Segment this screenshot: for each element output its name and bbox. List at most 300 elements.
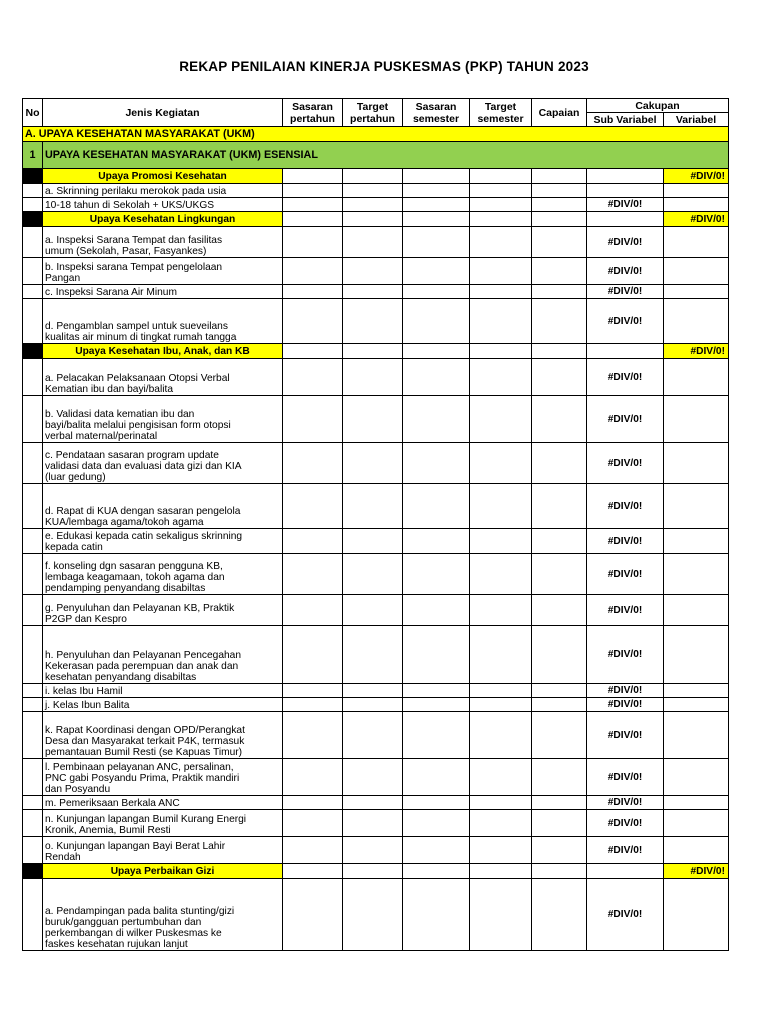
empty-cell bbox=[283, 285, 343, 299]
empty-cell bbox=[283, 626, 343, 684]
empty-cell bbox=[403, 396, 470, 443]
empty-cell bbox=[587, 864, 664, 879]
activity-name bbox=[43, 258, 283, 285]
empty-cell bbox=[532, 626, 587, 684]
activity-name bbox=[43, 554, 283, 595]
sub-variabel-value: #DIV/0! bbox=[587, 554, 664, 595]
empty-cell bbox=[23, 299, 43, 344]
activity-line: PNC gabi Posyandu Prima, Praktik mandiri bbox=[45, 773, 240, 784]
empty-cell bbox=[403, 864, 470, 879]
activity-line: o. Kunjungan lapangan Bayi Berat Lahir bbox=[45, 841, 226, 852]
empty-cell bbox=[283, 810, 343, 837]
empty-cell bbox=[23, 529, 43, 554]
empty-cell bbox=[403, 443, 470, 484]
empty-cell bbox=[23, 285, 43, 299]
empty-cell bbox=[403, 712, 470, 759]
activity-line: P2GP dan Kespro bbox=[45, 614, 127, 625]
empty-cell bbox=[403, 796, 470, 810]
empty-cell bbox=[403, 626, 470, 684]
empty-cell bbox=[470, 810, 532, 837]
empty-cell bbox=[343, 759, 403, 796]
empty-cell bbox=[283, 712, 343, 759]
sub-variabel-value: #DIV/0! bbox=[587, 684, 664, 698]
empty-cell bbox=[587, 169, 664, 184]
sub-variabel-value: #DIV/0! bbox=[587, 712, 664, 759]
activity-name bbox=[43, 837, 283, 864]
empty-cell bbox=[23, 796, 43, 810]
empty-cell bbox=[587, 212, 664, 227]
empty-cell bbox=[23, 595, 43, 626]
activity-line: g. Penyuluhan dan Pelayanan KB, Praktik bbox=[45, 603, 235, 614]
empty-cell bbox=[23, 227, 43, 258]
empty-cell bbox=[343, 169, 403, 184]
activity-row bbox=[23, 759, 729, 796]
empty-cell bbox=[283, 837, 343, 864]
empty-cell bbox=[664, 396, 729, 443]
activity-row bbox=[23, 529, 729, 554]
empty-cell bbox=[532, 712, 587, 759]
sub-variabel-value: #DIV/0! bbox=[587, 198, 664, 212]
header-sub-variabel: Sub Variabel bbox=[587, 113, 664, 127]
activity-row bbox=[23, 258, 729, 285]
empty-cell bbox=[23, 443, 43, 484]
empty-cell bbox=[403, 484, 470, 529]
header-sasaran-pertahun: Sasaran pertahun bbox=[283, 99, 343, 127]
activity-name bbox=[43, 759, 283, 796]
activity-row bbox=[23, 554, 729, 595]
sub-variabel-value: #DIV/0! bbox=[587, 227, 664, 258]
empty-cell bbox=[470, 227, 532, 258]
empty-cell bbox=[664, 198, 729, 212]
empty-cell bbox=[664, 595, 729, 626]
activity-row bbox=[23, 184, 729, 198]
document-title: REKAP PENILAIAN KINERJA PUSKESMAS (PKP) TAHUN 2023 bbox=[179, 59, 589, 74]
activity-row bbox=[23, 359, 729, 396]
empty-cell bbox=[403, 198, 470, 212]
activity-line: perkembangan di wilker Puskesmas ke bbox=[45, 928, 222, 939]
empty-cell bbox=[23, 484, 43, 529]
sub-variabel-value: #DIV/0! bbox=[587, 595, 664, 626]
activity-line: KUA/lembaga agama/tokoh agama bbox=[45, 517, 204, 528]
activity-row bbox=[23, 837, 729, 864]
empty-cell bbox=[664, 529, 729, 554]
empty-cell bbox=[532, 299, 587, 344]
sub-variabel-value: #DIV/0! bbox=[587, 443, 664, 484]
empty-cell bbox=[403, 285, 470, 299]
activity-name bbox=[43, 227, 283, 258]
activity-name bbox=[43, 712, 283, 759]
empty-cell bbox=[470, 258, 532, 285]
activity-line: c. Pendataan sasaran program update bbox=[45, 450, 219, 461]
group-marker bbox=[23, 344, 43, 359]
recap-table bbox=[22, 98, 729, 951]
header-sasaran-semester: Sasaran semester bbox=[403, 99, 470, 127]
empty-cell bbox=[343, 396, 403, 443]
empty-cell bbox=[532, 554, 587, 595]
empty-cell bbox=[470, 359, 532, 396]
empty-cell bbox=[532, 227, 587, 258]
activity-row bbox=[23, 443, 729, 484]
empty-cell bbox=[532, 484, 587, 529]
empty-cell bbox=[664, 227, 729, 258]
activity-name bbox=[43, 285, 283, 299]
empty-cell bbox=[283, 554, 343, 595]
empty-cell bbox=[283, 684, 343, 698]
empty-cell bbox=[587, 344, 664, 359]
empty-cell bbox=[532, 184, 587, 198]
activity-line: kualitas air minum di tingkat rumah tangga bbox=[45, 332, 237, 343]
empty-cell bbox=[664, 684, 729, 698]
sub-variabel-value: #DIV/0! bbox=[587, 484, 664, 529]
empty-cell bbox=[403, 529, 470, 554]
sub-variabel-value: #DIV/0! bbox=[587, 529, 664, 554]
activity-line: Rendah bbox=[45, 852, 81, 863]
empty-cell bbox=[470, 198, 532, 212]
empty-cell bbox=[532, 796, 587, 810]
empty-cell bbox=[403, 258, 470, 285]
activity-line: kesehatan penyandang disabiltas bbox=[45, 672, 197, 683]
empty-cell bbox=[532, 212, 587, 227]
activity-line: b. Inspeksi sarana Tempat pengelolaan bbox=[45, 262, 223, 273]
group-variabel: #DIV/0! bbox=[664, 864, 729, 879]
empty-cell bbox=[283, 698, 343, 712]
activity-line: Pangan bbox=[45, 273, 81, 284]
empty-cell bbox=[532, 169, 587, 184]
section-1-no: 1 bbox=[23, 142, 43, 169]
header-cakupan: Cakupan bbox=[587, 99, 729, 113]
activity-name bbox=[43, 299, 283, 344]
activity-row bbox=[23, 484, 729, 529]
empty-cell bbox=[470, 864, 532, 879]
activity-line: bayi/balita melalui pengisisan form otopsi bbox=[45, 420, 231, 431]
empty-cell bbox=[403, 698, 470, 712]
empty-cell bbox=[470, 626, 532, 684]
activity-line: Desa dan Masyarakat terkait P4K, termasuk bbox=[45, 736, 245, 747]
activity-row bbox=[23, 684, 729, 698]
activity-row bbox=[23, 879, 729, 951]
activity-row bbox=[23, 595, 729, 626]
group-marker bbox=[23, 864, 43, 879]
activity-line: faskes kesehatan rujukan lanjut bbox=[45, 939, 188, 950]
empty-cell bbox=[664, 837, 729, 864]
empty-cell bbox=[343, 285, 403, 299]
empty-cell bbox=[23, 359, 43, 396]
empty-cell bbox=[470, 554, 532, 595]
empty-cell bbox=[343, 698, 403, 712]
empty-cell bbox=[23, 698, 43, 712]
activity-line: Kekerasan pada perempuan dan anak dan bbox=[45, 661, 239, 672]
activity-name bbox=[43, 684, 283, 698]
sub-variabel-value: #DIV/0! bbox=[587, 359, 664, 396]
empty-cell bbox=[23, 554, 43, 595]
empty-cell bbox=[343, 626, 403, 684]
empty-cell bbox=[532, 529, 587, 554]
sub-variabel-value: #DIV/0! bbox=[587, 396, 664, 443]
empty-cell bbox=[532, 198, 587, 212]
empty-cell bbox=[283, 529, 343, 554]
activity-line: n. Kunjungan lapangan Bumil Kurang Energi bbox=[45, 814, 247, 825]
empty-cell bbox=[283, 595, 343, 626]
empty-cell bbox=[470, 169, 532, 184]
activity-line: h. Penyuluhan dan Pelayanan Pencegahan bbox=[45, 650, 241, 661]
empty-cell bbox=[664, 759, 729, 796]
empty-cell bbox=[664, 698, 729, 712]
empty-cell bbox=[664, 712, 729, 759]
empty-cell bbox=[470, 529, 532, 554]
empty-cell bbox=[470, 484, 532, 529]
activity-line: (luar gedung) bbox=[45, 472, 106, 483]
empty-cell bbox=[532, 359, 587, 396]
group-variabel: #DIV/0! bbox=[664, 212, 729, 227]
group-name: Upaya Kesehatan Ibu, Anak, dan KB bbox=[43, 344, 283, 359]
empty-cell bbox=[23, 684, 43, 698]
empty-cell bbox=[283, 212, 343, 227]
activity-line: l. Pembinaan pelayanan ANC, persalinan, bbox=[45, 762, 234, 773]
header-capaian: Capaian bbox=[532, 99, 587, 127]
section-1-row bbox=[23, 142, 729, 169]
empty-cell bbox=[343, 837, 403, 864]
group-variabel: #DIV/0! bbox=[664, 344, 729, 359]
activity-line: d. Pengamblan sampel untuk sueveilans bbox=[45, 321, 228, 332]
empty-cell bbox=[283, 879, 343, 951]
empty-cell bbox=[283, 396, 343, 443]
sub-variabel-value: #DIV/0! bbox=[587, 285, 664, 299]
activity-row bbox=[23, 396, 729, 443]
empty-cell bbox=[664, 879, 729, 951]
header-jenis-kegiatan: Jenis Kegiatan bbox=[43, 99, 283, 127]
empty-cell bbox=[532, 810, 587, 837]
activity-line: verbal maternal/perinatal bbox=[45, 431, 158, 442]
activity-line: 10-18 tahun di Sekolah + UKS/UKGS bbox=[45, 200, 215, 211]
activity-line: dan Posyandu bbox=[45, 784, 111, 795]
group-row bbox=[23, 169, 729, 184]
empty-cell bbox=[343, 712, 403, 759]
empty-cell bbox=[470, 299, 532, 344]
empty-cell bbox=[664, 484, 729, 529]
empty-cell bbox=[343, 184, 403, 198]
empty-cell bbox=[532, 258, 587, 285]
empty-cell bbox=[283, 184, 343, 198]
empty-cell bbox=[664, 443, 729, 484]
empty-cell bbox=[532, 396, 587, 443]
empty-cell bbox=[283, 258, 343, 285]
empty-cell bbox=[283, 796, 343, 810]
activity-line: lembaga keagamaan, tokoh agama dan bbox=[45, 572, 225, 583]
empty-cell bbox=[283, 484, 343, 529]
empty-cell bbox=[343, 796, 403, 810]
activity-name bbox=[43, 796, 283, 810]
group-name: Upaya Promosi Kesehatan bbox=[43, 169, 283, 184]
section-a-row bbox=[23, 127, 729, 142]
header-target-pertahun: Target pertahun bbox=[343, 99, 403, 127]
empty-cell bbox=[532, 344, 587, 359]
sub-variabel-value: #DIV/0! bbox=[587, 626, 664, 684]
empty-cell bbox=[23, 184, 43, 198]
activity-line: c. Inspeksi Sarana Air Minum bbox=[45, 287, 177, 298]
empty-cell bbox=[343, 810, 403, 837]
sub-variabel-value: #DIV/0! bbox=[587, 879, 664, 951]
header-variabel: Variabel bbox=[664, 113, 729, 127]
empty-cell bbox=[470, 595, 532, 626]
empty-cell bbox=[470, 837, 532, 864]
table-body bbox=[23, 127, 729, 951]
empty-cell bbox=[664, 285, 729, 299]
activity-line: a. Inspeksi Sarana Tempat dan fasilitas bbox=[45, 235, 223, 246]
empty-cell bbox=[470, 712, 532, 759]
empty-cell bbox=[283, 299, 343, 344]
empty-cell bbox=[23, 712, 43, 759]
activity-row bbox=[23, 299, 729, 344]
empty-cell bbox=[403, 837, 470, 864]
empty-cell bbox=[470, 443, 532, 484]
activity-line: validasi data dan evaluasi data gizi dan KIA bbox=[45, 461, 242, 472]
empty-cell bbox=[343, 864, 403, 879]
group-marker bbox=[23, 212, 43, 227]
group-marker bbox=[23, 169, 43, 184]
empty-cell bbox=[23, 396, 43, 443]
sub-variabel-value: #DIV/0! bbox=[587, 837, 664, 864]
activity-name bbox=[43, 184, 283, 198]
activity-line: buruk/gangguan pertumbuhan dan bbox=[45, 917, 202, 928]
sub-variabel-value: #DIV/0! bbox=[587, 796, 664, 810]
activity-row bbox=[23, 698, 729, 712]
group-variabel: #DIV/0! bbox=[664, 169, 729, 184]
empty-cell bbox=[470, 684, 532, 698]
empty-cell bbox=[664, 554, 729, 595]
activity-name bbox=[43, 198, 283, 212]
empty-cell bbox=[470, 212, 532, 227]
empty-cell bbox=[403, 184, 470, 198]
empty-cell bbox=[343, 359, 403, 396]
group-name: Upaya Kesehatan Lingkungan bbox=[43, 212, 283, 227]
sub-variabel-value: #DIV/0! bbox=[587, 810, 664, 837]
activity-line: a. Pendampingan pada balita stunting/gizi bbox=[45, 906, 235, 917]
activity-line: umum (Sekolah, Pasar, Fasyankes) bbox=[45, 246, 207, 257]
group-name: Upaya Perbaikan Gizi bbox=[43, 864, 283, 879]
empty-cell bbox=[343, 227, 403, 258]
header-no: No bbox=[23, 99, 43, 127]
activity-row bbox=[23, 712, 729, 759]
empty-cell bbox=[23, 258, 43, 285]
empty-cell bbox=[403, 227, 470, 258]
empty-cell bbox=[532, 864, 587, 879]
empty-cell bbox=[403, 212, 470, 227]
activity-name bbox=[43, 810, 283, 837]
activity-line: f. konseling dgn sasaran pengguna KB, bbox=[45, 561, 223, 572]
empty-cell bbox=[664, 258, 729, 285]
empty-cell bbox=[23, 837, 43, 864]
empty-cell bbox=[664, 299, 729, 344]
empty-cell bbox=[283, 443, 343, 484]
empty-cell bbox=[343, 198, 403, 212]
empty-cell bbox=[403, 359, 470, 396]
activity-line: a. Pelacakan Pelaksanaan Otopsi Verbal bbox=[45, 373, 230, 384]
empty-cell bbox=[403, 554, 470, 595]
empty-cell bbox=[343, 258, 403, 285]
activity-row bbox=[23, 796, 729, 810]
activity-row bbox=[23, 227, 729, 258]
empty-cell bbox=[470, 879, 532, 951]
activity-line: k. Rapat Koordinasi dengan OPD/Perangkat bbox=[45, 725, 245, 736]
empty-cell bbox=[532, 285, 587, 299]
empty-cell bbox=[403, 169, 470, 184]
empty-cell bbox=[403, 759, 470, 796]
section-1-label: UPAYA KESEHATAN MASYARAKAT (UKM) ESENSIAL bbox=[43, 142, 729, 169]
activity-line: b. Validasi data kematian ibu dan bbox=[45, 409, 195, 420]
empty-cell bbox=[283, 359, 343, 396]
empty-cell bbox=[343, 554, 403, 595]
empty-cell bbox=[403, 595, 470, 626]
empty-cell bbox=[532, 837, 587, 864]
activity-name bbox=[43, 529, 283, 554]
activity-name bbox=[43, 879, 283, 951]
empty-cell bbox=[532, 759, 587, 796]
activity-name bbox=[43, 396, 283, 443]
activity-line: pemantauan Bumil Resti (se Kapuas Timur) bbox=[45, 747, 243, 758]
group-row bbox=[23, 864, 729, 879]
activity-line: a. Skrinning perilaku merokok pada usia bbox=[45, 186, 227, 197]
sub-variabel-value: #DIV/0! bbox=[587, 759, 664, 796]
activity-name bbox=[43, 595, 283, 626]
empty-cell bbox=[343, 299, 403, 344]
empty-cell bbox=[470, 796, 532, 810]
empty-cell bbox=[283, 227, 343, 258]
empty-cell bbox=[283, 198, 343, 212]
empty-cell bbox=[23, 810, 43, 837]
activity-line: m. Pemeriksaan Berkala ANC bbox=[45, 798, 180, 809]
empty-cell bbox=[470, 396, 532, 443]
activity-line: Kronik, Anemia, Bumil Resti bbox=[45, 825, 171, 836]
activity-name bbox=[43, 359, 283, 396]
sub-variabel-value: #DIV/0! bbox=[587, 698, 664, 712]
header-target-semester: Target semester bbox=[470, 99, 532, 127]
section-a-label: A. UPAYA KESEHATAN MASYARAKAT (UKM) bbox=[23, 127, 729, 142]
activity-line: kepada catin bbox=[45, 542, 103, 553]
empty-cell bbox=[343, 344, 403, 359]
empty-cell bbox=[23, 198, 43, 212]
empty-cell bbox=[664, 626, 729, 684]
empty-cell bbox=[532, 879, 587, 951]
empty-cell bbox=[283, 169, 343, 184]
empty-cell bbox=[664, 796, 729, 810]
activity-name bbox=[43, 626, 283, 684]
empty-cell bbox=[470, 344, 532, 359]
activity-line: i. kelas Ibu Hamil bbox=[45, 686, 123, 697]
activity-line: d. Rapat di KUA dengan sasaran pengelola bbox=[45, 506, 241, 517]
empty-cell bbox=[403, 344, 470, 359]
empty-cell bbox=[403, 879, 470, 951]
empty-cell bbox=[343, 443, 403, 484]
empty-cell bbox=[403, 810, 470, 837]
sub-variabel-value: #DIV/0! bbox=[587, 258, 664, 285]
empty-cell bbox=[470, 184, 532, 198]
empty-cell bbox=[343, 484, 403, 529]
empty-cell bbox=[664, 184, 729, 198]
activity-name bbox=[43, 484, 283, 529]
empty-cell bbox=[343, 529, 403, 554]
sub-variabel-value: #DIV/0! bbox=[587, 299, 664, 344]
empty-cell bbox=[23, 626, 43, 684]
empty-cell bbox=[532, 684, 587, 698]
empty-cell bbox=[470, 285, 532, 299]
sub-variabel-value bbox=[587, 184, 664, 198]
empty-cell bbox=[403, 299, 470, 344]
empty-cell bbox=[343, 684, 403, 698]
activity-name bbox=[43, 443, 283, 484]
empty-cell bbox=[23, 759, 43, 796]
activity-line: Kematian ibu dan bayi/balita bbox=[45, 384, 173, 395]
activity-line: e. Edukasi kepada catin sekaligus skrinning bbox=[45, 531, 243, 542]
